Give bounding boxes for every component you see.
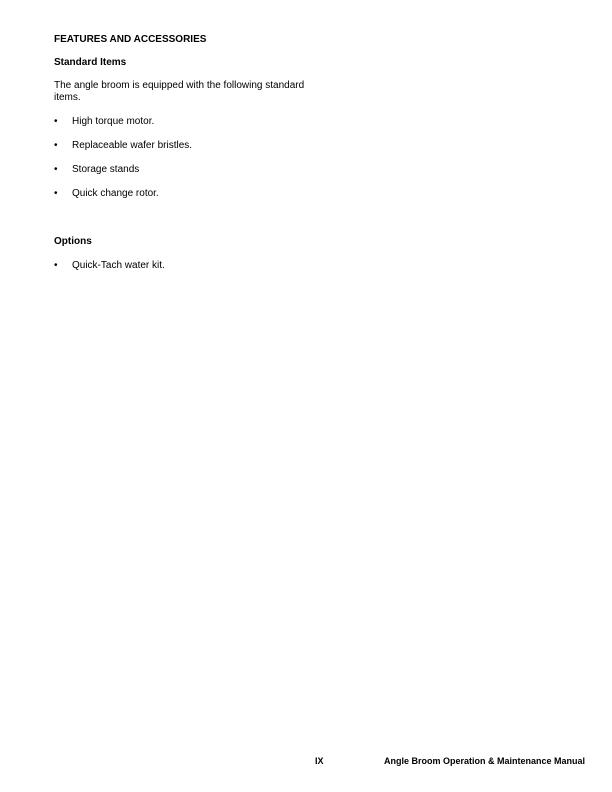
list-item-text: Storage stands — [72, 164, 140, 175]
list-item-text: Replaceable wafer bristles. — [72, 140, 193, 151]
footer-manual-title: Angle Broom Operation & Maintenance Manual — [384, 756, 586, 766]
bullet-icon: • — [54, 140, 58, 151]
list-item-text: Quick-Tach water kit. — [72, 260, 165, 271]
bullet-icon: • — [54, 188, 58, 199]
list-item-text: High torque motor. — [72, 116, 155, 127]
bullet-icon: • — [54, 260, 58, 271]
options-heading: Options — [54, 236, 92, 247]
list-item-text: Quick change rotor. — [72, 188, 159, 199]
standard-items-intro: The angle broom is equipped with the following standard items. — [54, 80, 305, 103]
page-title: FEATURES AND ACCESSORIES — [54, 34, 207, 45]
bullet-icon: • — [54, 164, 58, 175]
bullet-icon: • — [54, 116, 58, 127]
standard-items-heading: Standard Items — [54, 57, 127, 68]
footer-page-number: IX — [315, 756, 324, 766]
